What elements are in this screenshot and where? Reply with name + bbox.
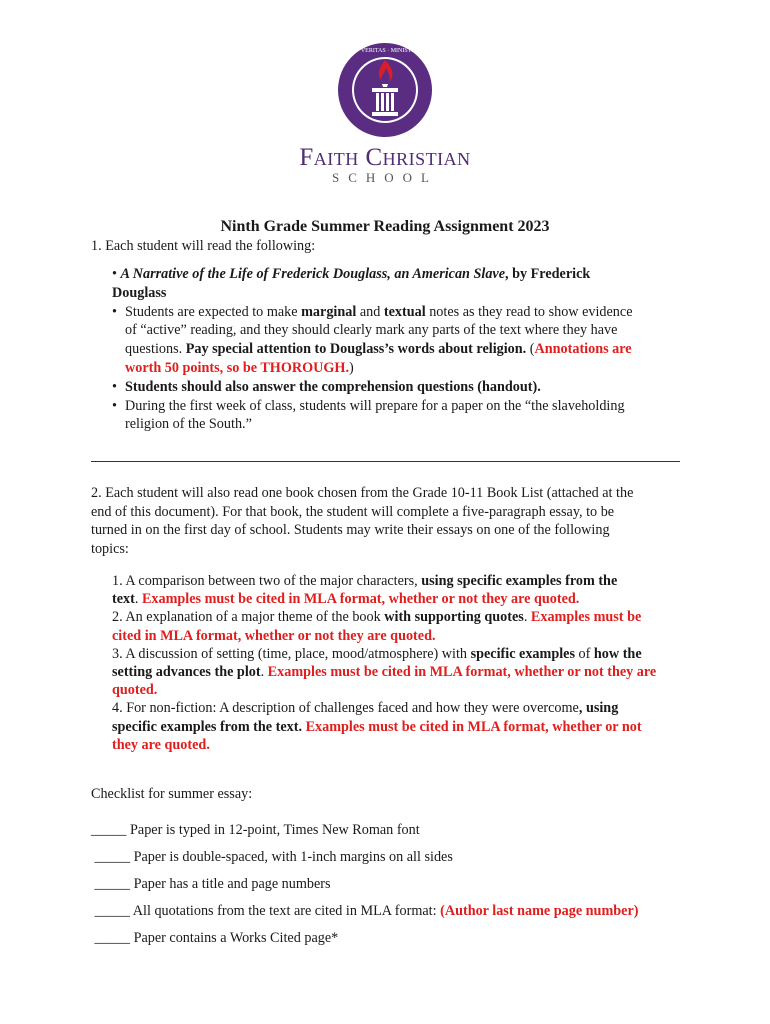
checklist-item bbox=[91, 903, 638, 920]
text: text bbox=[112, 591, 135, 608]
text: Students are expected to make bbox=[125, 303, 302, 320]
bullet: • bbox=[112, 303, 117, 320]
text: quoted. bbox=[112, 682, 158, 699]
text: they are quoted. bbox=[112, 736, 210, 753]
text: textual bbox=[383, 303, 426, 320]
text: 3. A discussion of setting (time, place, mood/atmosphere) with bbox=[112, 645, 471, 662]
book-author: , by Frederick bbox=[505, 266, 591, 282]
checklist-item: _____ Paper has a title and page numbers bbox=[91, 876, 331, 892]
text: 2. An explanation of a major theme of the book bbox=[112, 609, 385, 626]
text: _____ All quotations from the text are cited in MLA format: bbox=[91, 903, 441, 919]
section2-paragraph bbox=[91, 484, 676, 558]
checklist-item: _____ Paper is double-spaced, with 1-inch margins on all sides bbox=[91, 849, 453, 865]
text: specific examples bbox=[470, 645, 575, 662]
checklist-item: _____ Paper contains a Works Cited page* bbox=[91, 930, 339, 946]
text: religion of the South.” bbox=[125, 416, 252, 433]
text: using specific examples from the bbox=[421, 573, 618, 589]
text: ) bbox=[349, 359, 354, 376]
bullet: • bbox=[112, 397, 117, 414]
text: (Author last name page number) bbox=[440, 903, 639, 919]
text: of “active” reading, and they should clearly mark any parts of the text where they have bbox=[125, 322, 618, 339]
book-title: A Narrative of the Life of Frederick Douglass, an American Slave bbox=[120, 266, 506, 282]
text: . bbox=[523, 609, 531, 626]
topic-item bbox=[112, 572, 682, 608]
topic-item bbox=[112, 699, 682, 754]
text: cited in MLA format, whether or not they are quoted. bbox=[112, 627, 436, 644]
text: Pay special attention to Douglass’s words about religion. bbox=[185, 341, 527, 358]
text: . bbox=[260, 664, 268, 681]
text: ( bbox=[526, 341, 535, 358]
list-item bbox=[112, 378, 672, 397]
text: marginal bbox=[301, 303, 357, 320]
checklist-item: _____ Paper is typed in 12-point, Times New Roman font bbox=[91, 822, 420, 838]
text: 1. A comparison between two of the major characters, bbox=[112, 573, 422, 589]
divider bbox=[91, 461, 680, 462]
section1-list bbox=[112, 265, 672, 434]
checklist-heading: Checklist for summer essay: bbox=[91, 786, 253, 802]
book-author-cont: Douglass bbox=[112, 284, 167, 301]
text: how the bbox=[593, 645, 642, 662]
text: with supporting quotes bbox=[384, 609, 524, 626]
text: Examples must be cited in MLA format, whether or not they are bbox=[267, 664, 657, 681]
text: topics: bbox=[91, 540, 129, 557]
bullet: • bbox=[112, 266, 121, 282]
text: 4. For non-fiction: A description of challenges faced and how they were overcome bbox=[112, 700, 579, 717]
bullet: • bbox=[112, 378, 117, 395]
seal-text: FIDES · VERITAS · MINISTERIUM bbox=[339, 48, 431, 54]
list-item bbox=[112, 265, 672, 284]
school-name: Faith Christian bbox=[299, 144, 471, 171]
topic-item bbox=[112, 608, 682, 644]
text: end of this document). For that book, the student will complete a five-paragraph essay, to be bbox=[91, 503, 615, 520]
text: During the first week of class, students will prepare for a paper on the “the slaveholding bbox=[125, 397, 625, 414]
text: specific examples from the text. bbox=[112, 718, 303, 735]
page-title: Ninth Grade Summer Reading Assignment 2023 bbox=[220, 218, 550, 235]
text: and bbox=[356, 303, 384, 320]
text: , using bbox=[578, 700, 619, 717]
section1-intro: 1. Each student will read the following: bbox=[91, 238, 316, 254]
text: Examples must be cited in MLA format, whether or not bbox=[302, 718, 642, 735]
text: Students should also answer the comprehension questions (handout). bbox=[125, 378, 541, 395]
text: 2. Each student will also read one book chosen from the Grade 10-11 Book List (attached at the bbox=[91, 485, 634, 501]
school-seal-icon bbox=[335, 40, 435, 140]
list-item bbox=[112, 303, 672, 378]
text: worth 50 points, so be THOROUGH. bbox=[125, 359, 350, 376]
topic-list bbox=[112, 572, 682, 754]
text: . bbox=[134, 591, 142, 608]
text: setting advances the plot bbox=[112, 664, 261, 681]
school-logo bbox=[0, 40, 770, 186]
list-item bbox=[112, 397, 672, 435]
text: Examples must be bbox=[530, 609, 642, 626]
school-subtitle: SCHOOL bbox=[331, 170, 438, 185]
text: notes as they read to show evidence bbox=[425, 303, 633, 320]
text: turned in on the first day of school. Students may write their essays on one of the following bbox=[91, 522, 610, 539]
text: questions. bbox=[125, 341, 186, 358]
text: Examples must be cited in MLA format, whether or not they are quoted. bbox=[141, 591, 580, 608]
topic-item bbox=[112, 645, 682, 700]
text: Annotations are bbox=[534, 341, 632, 358]
text: of bbox=[575, 645, 594, 662]
